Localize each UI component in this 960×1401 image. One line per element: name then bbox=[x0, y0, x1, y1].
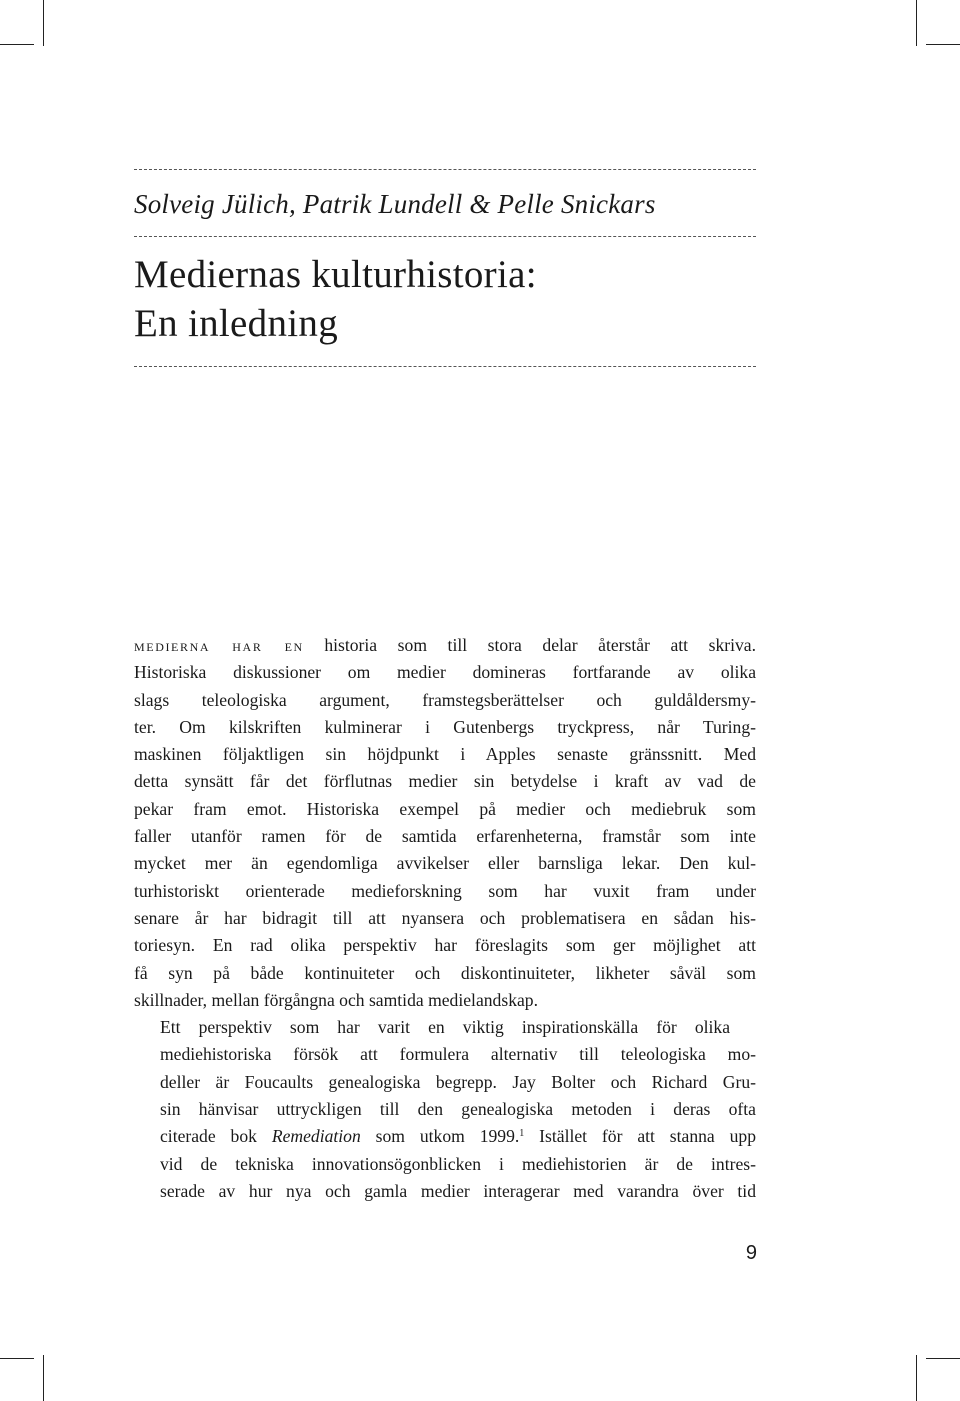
text-line: maskinen följaktligen sin höjdpunkt i Apples senaste gränssnitt. Med bbox=[134, 744, 756, 765]
text-line bbox=[134, 1123, 756, 1150]
chapter-title-line-1: Mediernas kulturhistoria: bbox=[134, 253, 537, 296]
chapter-authors: Solveig Jülich, Patrik Lundell & Pelle Snickars bbox=[134, 189, 656, 219]
paragraph-1 bbox=[134, 632, 756, 1014]
chapter-title-line-2: En inledning bbox=[134, 302, 338, 345]
text-line: slags teleologiska argument, framstegsberättelser och guldåldersmy- bbox=[134, 689, 756, 710]
crop-mark-bottom-left-h bbox=[0, 1358, 34, 1359]
text-line: vid de tekniska innovationsögonblicken i mediehistorien är de intres- bbox=[160, 1153, 756, 1174]
crop-mark-bottom-left bbox=[43, 1355, 44, 1401]
text-line: turhistoriskt orienterade medieforskning som har vuxit fram under bbox=[134, 880, 756, 901]
header-rule-top bbox=[134, 169, 756, 170]
crop-mark-top-right bbox=[916, 0, 917, 46]
text-segment: Istället för att stanna upp bbox=[524, 1126, 757, 1147]
text-line: skillnader, mellan förgångna och samtida medielandskap. bbox=[134, 989, 538, 1010]
book-title-remediation: Remediation bbox=[271, 1126, 361, 1147]
page-number: 9 bbox=[745, 1242, 757, 1264]
crop-mark-top-right-h bbox=[926, 44, 960, 45]
text-line: deller är Foucaults genealogiska begrepp. Jay Bolter och Richard Gru- bbox=[160, 1071, 756, 1092]
text-line: mycket mer än egendomliga avvikelser eller barnsliga lekar. Den kul- bbox=[134, 853, 756, 874]
header-rule-middle bbox=[134, 236, 756, 237]
text-line: Ett perspektiv som har varit en viktig inspirationskälla för olika bbox=[160, 1017, 730, 1038]
text-line bbox=[134, 632, 756, 659]
text-line: Historiska diskussioner om medier domineras fortfarande av olika bbox=[134, 662, 756, 683]
text-line: faller utanför ramen för de samtida erfarenheterna, framstår som inte bbox=[134, 826, 756, 847]
paragraph-2 bbox=[134, 1014, 756, 1205]
text-line: ter. Om kilskriften kulminerar i Gutenbergs tryckpress, når Turing- bbox=[134, 716, 756, 737]
paragraph-lead-smallcaps: medierna har en bbox=[134, 635, 304, 655]
footnote-reference[interactable]: 1 bbox=[519, 1128, 525, 1140]
text-segment: citerade bok bbox=[160, 1126, 272, 1147]
crop-mark-bottom-right bbox=[916, 1355, 917, 1401]
text-segment: som utkom 1999. bbox=[360, 1126, 520, 1147]
body-text bbox=[134, 632, 756, 1205]
crop-mark-bottom-right-h bbox=[926, 1358, 960, 1359]
chapter-title bbox=[134, 250, 756, 348]
text-line: detta synsätt får det förflutnas medier sin betydelse i kraft av vad de bbox=[134, 771, 756, 792]
text-line: toriesyn. En rad olika perspektiv har föreslagits som ger möjlighet att bbox=[134, 935, 756, 956]
crop-mark-top-left bbox=[43, 0, 44, 46]
text-line: mediehistoriska försök att formulera alternativ till teleologiska mo- bbox=[160, 1044, 756, 1065]
header-rule-bottom bbox=[134, 366, 756, 367]
text-line: serade av hur nya och gamla medier interagerar med varandra över tid bbox=[160, 1180, 756, 1201]
text-line: få syn på både kontinuiteter och diskontinuiteter, likheter såväl som bbox=[134, 962, 756, 983]
crop-mark-top-left-h bbox=[0, 44, 34, 45]
text-line: senare år har bidragit till att nyansera och problematisera en sådan his- bbox=[134, 907, 756, 928]
text-line: sin hänvisar uttryckligen till den genealogiska metoden i deras ofta bbox=[160, 1099, 756, 1120]
text-line: pekar fram emot. Historiska exempel på medier och mediebruk som bbox=[134, 798, 756, 819]
text-line-content: historia som till stora delar återstår att skriva. bbox=[324, 635, 756, 655]
